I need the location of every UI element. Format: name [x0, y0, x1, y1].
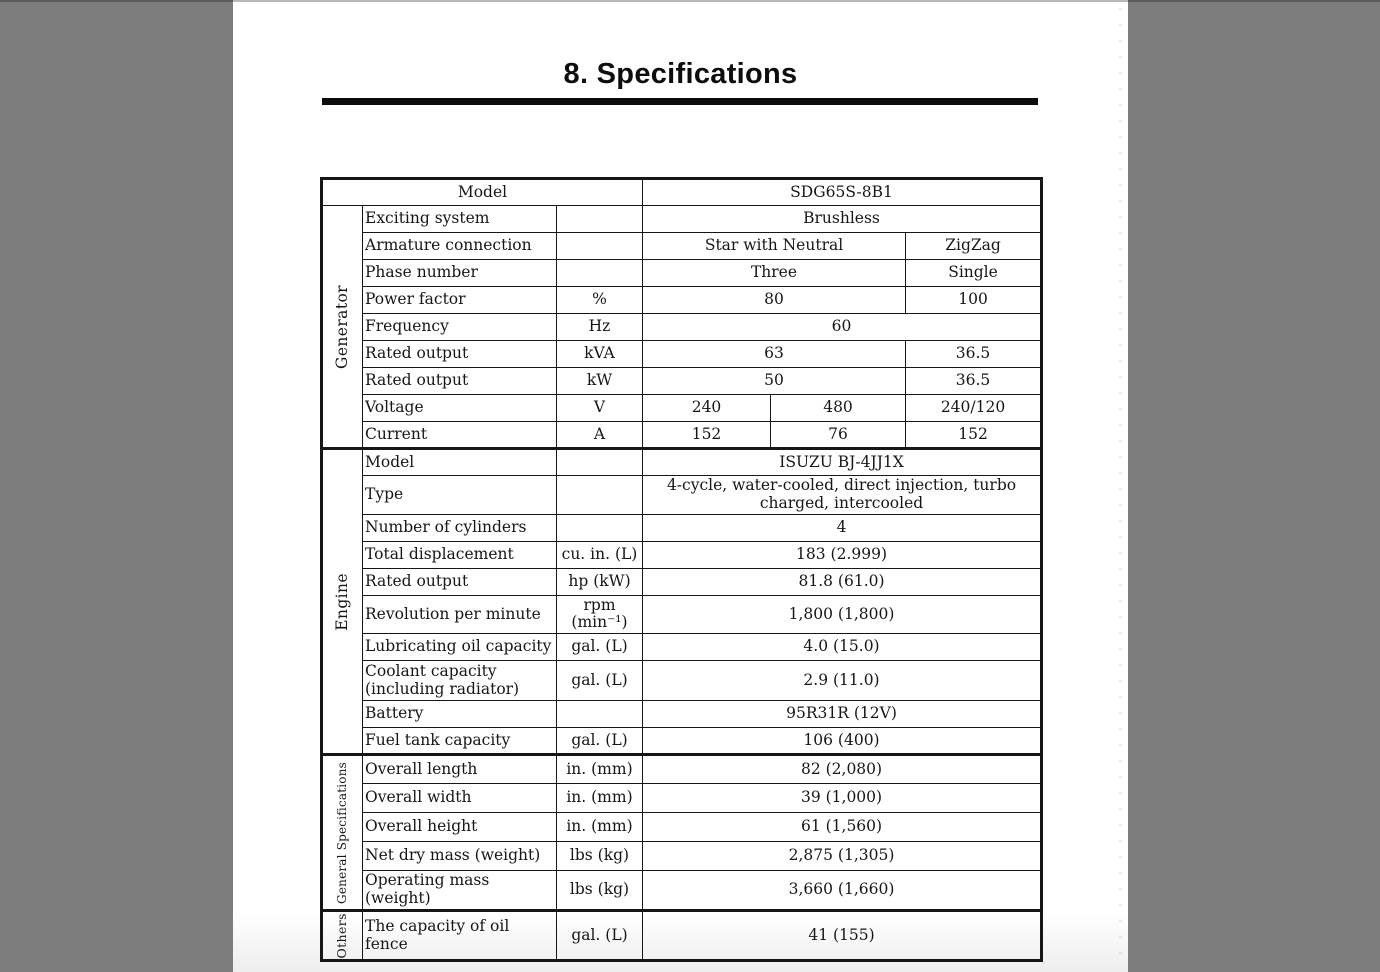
table-row — [322, 595, 1042, 634]
row-value: 50 — [643, 368, 906, 395]
table-row — [322, 634, 1042, 661]
row-label: Rated output — [363, 341, 557, 368]
row-value: 61 (1,560) — [643, 813, 1042, 842]
section-label-others: Others — [322, 910, 363, 961]
row-label: Total displacement — [363, 541, 557, 568]
table-row — [322, 784, 1042, 813]
table-row — [322, 514, 1042, 541]
table-row — [322, 813, 1042, 842]
row-label: Type — [363, 476, 557, 515]
row-label: Frequency — [363, 314, 557, 341]
row-label: Power factor — [363, 287, 557, 314]
row-value: Star with Neutral — [643, 233, 906, 260]
row-label: Coolant capacity (including radiator) — [363, 661, 557, 701]
row-value: 39 (1,000) — [643, 784, 1042, 813]
table-row — [322, 341, 1042, 368]
row-label: Overall width — [363, 784, 557, 813]
table-row — [322, 701, 1042, 728]
row-unit: lbs (kg) — [557, 871, 643, 911]
section-label-general-specifications: General Specifications — [322, 755, 363, 911]
row-value: 4-cycle, water-cooled, direct injection, turbo charged, intercooled — [643, 476, 1042, 515]
row-value: 480 — [771, 395, 906, 422]
row-value: 76 — [771, 422, 906, 449]
table-row — [322, 728, 1042, 755]
table-row — [322, 206, 1042, 233]
row-label: Number of cylinders — [363, 514, 557, 541]
row-unit: in. (mm) — [557, 813, 643, 842]
table-row — [322, 910, 1042, 961]
row-unit — [557, 449, 643, 476]
table-row — [322, 368, 1042, 395]
row-value: Three — [643, 260, 906, 287]
row-unit: kVA — [557, 341, 643, 368]
row-label: Lubricating oil capacity — [363, 634, 557, 661]
row-unit: in. (mm) — [557, 784, 643, 813]
row-unit — [557, 476, 643, 515]
row-label: Rated output — [363, 368, 557, 395]
row-unit: rpm (min⁻¹) — [557, 595, 643, 634]
row-value: 80 — [643, 287, 906, 314]
table-row — [322, 395, 1042, 422]
row-value: 82 (2,080) — [643, 755, 1042, 784]
row-label: Net dry mass (weight) — [363, 842, 557, 871]
table-row — [322, 755, 1042, 784]
table-row — [322, 449, 1042, 476]
row-value: 4 — [643, 514, 1042, 541]
table-row — [322, 541, 1042, 568]
row-unit: kW — [557, 368, 643, 395]
row-unit — [557, 514, 643, 541]
document-page — [233, 0, 1128, 972]
row-value: 106 (400) — [643, 728, 1042, 755]
row-unit: in. (mm) — [557, 755, 643, 784]
row-value: 1,800 (1,800) — [643, 595, 1042, 634]
table-row — [322, 871, 1042, 911]
row-value: 152 — [906, 422, 1042, 449]
row-label: Operating mass (weight) — [363, 871, 557, 911]
row-label: Overall height — [363, 813, 557, 842]
row-label: Battery — [363, 701, 557, 728]
row-value: Single — [906, 260, 1042, 287]
row-value: 4.0 (15.0) — [643, 634, 1042, 661]
row-value: ZigZag — [906, 233, 1042, 260]
row-value: 41 (155) — [643, 910, 1042, 961]
row-value: 2,875 (1,305) — [643, 842, 1042, 871]
table-row — [322, 568, 1042, 595]
row-value: 36.5 — [906, 368, 1042, 395]
model-header-label: Model — [322, 179, 643, 206]
table-row — [322, 233, 1042, 260]
row-label: Voltage — [363, 395, 557, 422]
row-label: Phase number — [363, 260, 557, 287]
table-row — [322, 661, 1042, 701]
table-row — [322, 842, 1042, 871]
title-rule — [322, 98, 1038, 105]
row-unit: hp (kW) — [557, 568, 643, 595]
table-row — [322, 260, 1042, 287]
row-unit: gal. (L) — [557, 910, 643, 961]
row-label: Rated output — [363, 568, 557, 595]
row-value: 81.8 (61.0) — [643, 568, 1042, 595]
row-value: 240 — [643, 395, 771, 422]
row-unit — [557, 206, 643, 233]
row-value: Brushless — [643, 206, 1042, 233]
table-row — [322, 314, 1042, 341]
row-value: 63 — [643, 341, 906, 368]
row-unit — [557, 701, 643, 728]
specifications-table — [320, 177, 1043, 962]
table-row — [322, 476, 1042, 515]
row-unit: gal. (L) — [557, 661, 643, 701]
table-header-row — [322, 179, 1042, 206]
row-unit: A — [557, 422, 643, 449]
row-unit: V — [557, 395, 643, 422]
row-value: 100 — [906, 287, 1042, 314]
row-unit — [557, 260, 643, 287]
row-unit: gal. (L) — [557, 634, 643, 661]
row-unit: Hz — [557, 314, 643, 341]
row-unit: lbs (kg) — [557, 842, 643, 871]
page-title: 8. Specifications — [563, 58, 798, 90]
row-value: 183 (2.999) — [643, 541, 1042, 568]
section-label-engine: Engine — [322, 449, 363, 755]
row-unit: gal. (L) — [557, 728, 643, 755]
row-value: 95R31R (12V) — [643, 701, 1042, 728]
row-value: 3,660 (1,660) — [643, 871, 1042, 911]
row-unit: % — [557, 287, 643, 314]
row-label: Revolution per minute — [363, 595, 557, 634]
row-value: 152 — [643, 422, 771, 449]
section-label-generator: Generator — [322, 206, 363, 449]
row-unit: cu. in. (L) — [557, 541, 643, 568]
model-header-value: SDG65S-8B1 — [643, 179, 1042, 206]
row-label: Exciting system — [363, 206, 557, 233]
row-label: Current — [363, 422, 557, 449]
row-value: 60 — [643, 314, 1042, 341]
table-row — [322, 287, 1042, 314]
row-value: ISUZU BJ-4JJ1X — [643, 449, 1042, 476]
row-value: 36.5 — [906, 341, 1042, 368]
row-label: The capacity of oil fence — [363, 910, 557, 961]
table-row — [322, 422, 1042, 449]
row-label: Fuel tank capacity — [363, 728, 557, 755]
row-label: Model — [363, 449, 557, 476]
row-value: 240/120 — [906, 395, 1042, 422]
scan-artifacts — [1119, 8, 1122, 958]
viewport-top-edge — [0, 0, 1380, 2]
row-label: Overall length — [363, 755, 557, 784]
row-label: Armature connection — [363, 233, 557, 260]
row-unit — [557, 233, 643, 260]
row-value: 2.9 (11.0) — [643, 661, 1042, 701]
